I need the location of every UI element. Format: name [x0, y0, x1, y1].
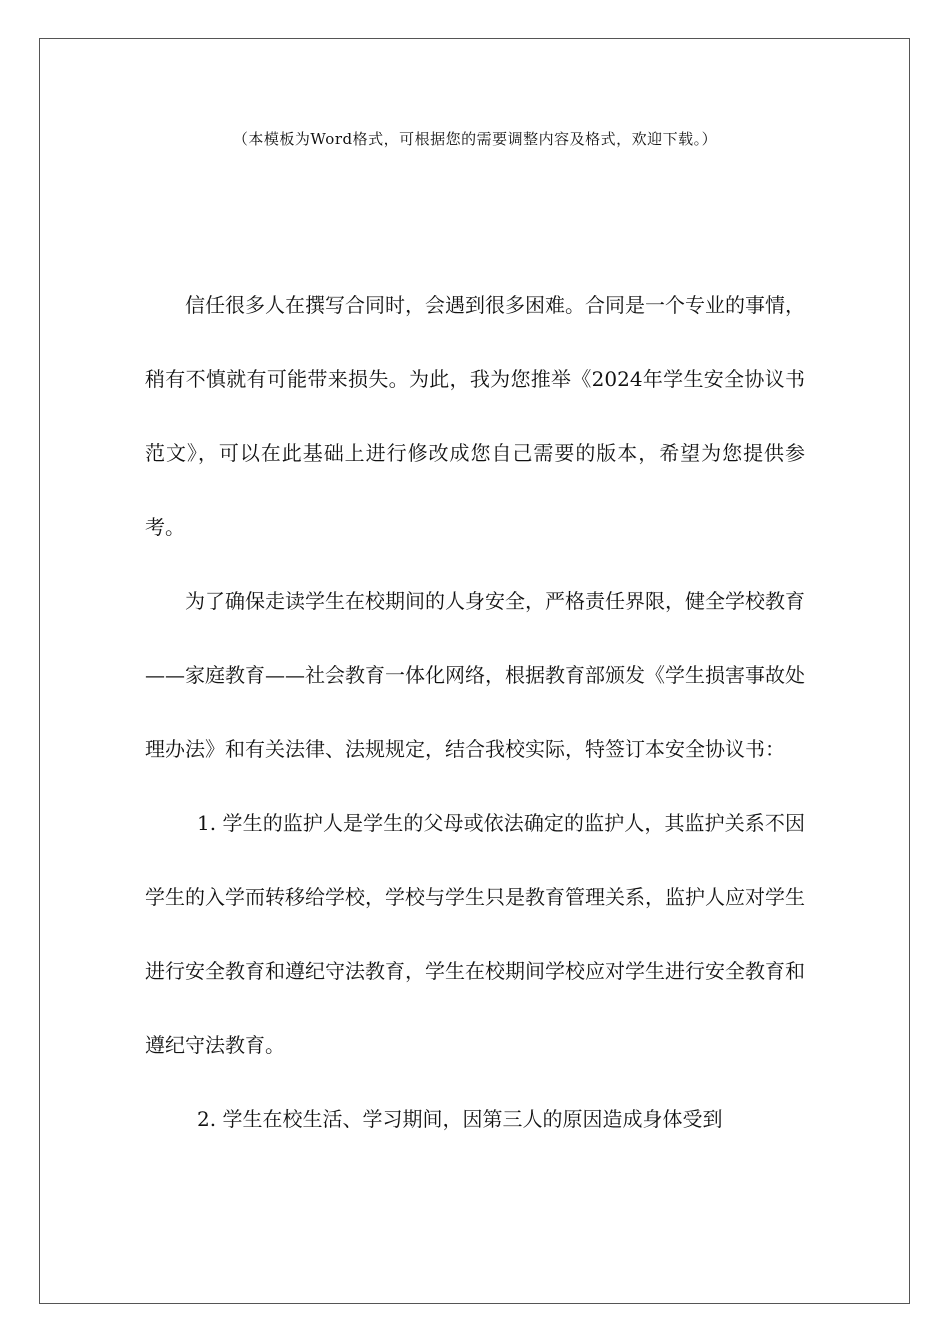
purpose-paragraph: 为了确保走读学生在校期间的人身安全，严格责任界限，健全学校教育——家庭教育——社会教育一体化网络，根据教育部颁发《学生损害事故处理办法》和有关法律、法规规定，结合我校实际，特签订本安全协议书： [145, 589, 805, 761]
clause-2-paragraph: 2. 学生在校生活、学习期间，因第三人的原因造成身体受到 [197, 1107, 723, 1131]
document-body [145, 268, 805, 1156]
clause-1-paragraph: 1. 学生的监护人是学生的父母或依法确定的监护人，其监护关系不因学生的入学而转移给学校，学校与学生只是教育管理关系，监护人应对学生进行安全教育和遵纪守法教育，学生在校期间学校应对学生进行安全教育和遵纪守法教育。 [145, 811, 805, 1057]
intro-paragraph: 信任很多人在撰写合同时，会遇到很多困难。合同是一个专业的事情，稍有不慎就有可能带来损失。为此，我为您推举《2024年学生安全协议书范文》，可以在此基础上进行修改成您自己需要的版本，希望为您提供参考。 [145, 293, 805, 539]
template-note: （本模板为Word格式，可根据您的需要调整内容及格式，欢迎下载。） [232, 130, 718, 148]
